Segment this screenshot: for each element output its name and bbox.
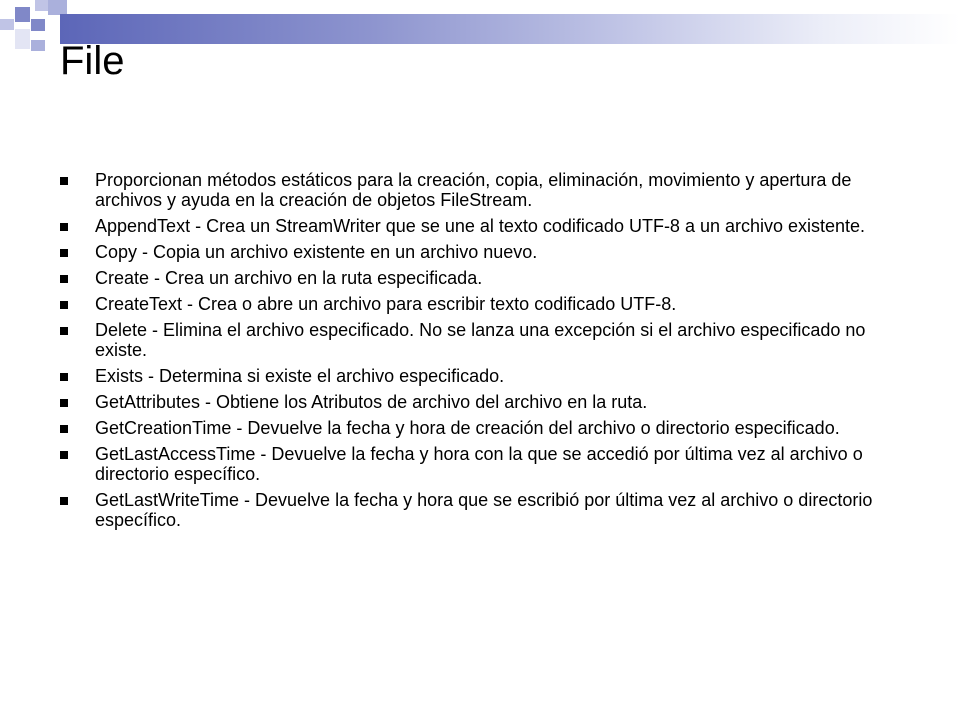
list-item-text: Copy - Copia un archivo existente en un archivo nuevo.: [95, 242, 538, 262]
list-item: [60, 294, 910, 314]
slide-title: File: [60, 39, 125, 83]
decorative-square: [31, 19, 45, 31]
decorative-square: [0, 19, 14, 30]
list-item: [60, 320, 910, 360]
square-bullet-icon: [60, 275, 68, 283]
square-bullet-icon: [60, 497, 68, 505]
list-item-text: CreateText - Crea o abre un archivo para escribir texto codificado UTF-8.: [95, 294, 677, 314]
list-item: [60, 392, 910, 412]
decorative-square: [31, 40, 45, 51]
square-bullet-icon: [60, 451, 68, 459]
list-item-text: Delete - Elimina el archivo especificado. No se lanza una excepción si el archivo especificado no existe.: [95, 320, 866, 360]
bullet-list: [60, 170, 910, 536]
square-bullet-icon: [60, 223, 68, 231]
decorative-square: [15, 7, 30, 22]
list-item: [60, 216, 910, 236]
decorative-square: [15, 29, 30, 49]
square-bullet-icon: [60, 373, 68, 381]
list-item: [60, 444, 910, 484]
list-item: [60, 170, 910, 210]
list-item: [60, 242, 910, 262]
square-bullet-icon: [60, 425, 68, 433]
list-item-text: GetCreationTime - Devuelve la fecha y hora de creación del archivo o directorio especificado.: [95, 418, 840, 438]
list-item-text: GetLastWriteTime - Devuelve la fecha y hora que se escribió por última vez al archivo o directorio específico.: [95, 490, 873, 530]
list-item: [60, 366, 910, 386]
square-bullet-icon: [60, 177, 68, 185]
list-item-text: AppendText - Crea un StreamWriter que se une al texto codificado UTF-8 a un archivo existente.: [95, 216, 866, 236]
square-bullet-icon: [60, 249, 68, 257]
list-item-text: Exists - Determina si existe el archivo especificado.: [95, 366, 505, 386]
list-item: [60, 418, 910, 438]
decorative-square: [35, 0, 49, 11]
list-item: [60, 490, 910, 530]
decorative-square: [48, 0, 67, 15]
square-bullet-icon: [60, 301, 68, 309]
title-gradient-bar: [60, 14, 960, 44]
list-item: [60, 268, 910, 288]
square-bullet-icon: [60, 399, 68, 407]
list-item-text: Proporcionan métodos estáticos para la creación, copia, eliminación, movimiento y apertura de archivos y ayuda en la creación de objetos FileStream.: [95, 170, 852, 210]
list-item-text: GetLastAccessTime - Devuelve la fecha y hora con la que se accedió por última vez al archivo o directorio específico.: [95, 444, 863, 484]
list-item-text: Create - Crea un archivo en la ruta especificada.: [95, 268, 483, 288]
list-item-text: GetAttributes - Obtiene los Atributos de archivo del archivo en la ruta.: [95, 392, 648, 412]
square-bullet-icon: [60, 327, 68, 335]
